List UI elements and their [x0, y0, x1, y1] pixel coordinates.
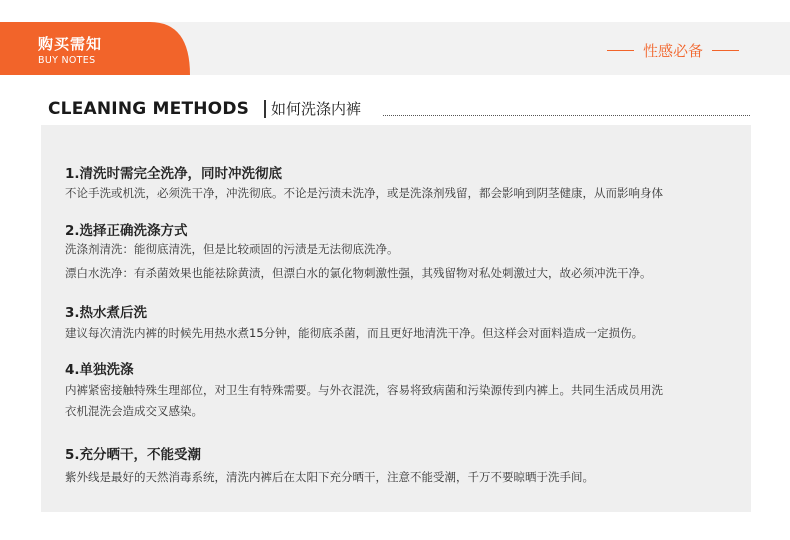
item-text-5-line-1: 紫外线是最好的天然消毒系统，清洗内裤后在太阳下充分晒干，注意不能受潮，千万不要晾晒于洗手间。: [65, 470, 594, 484]
section-title-cn: 如何洗涤内裤: [271, 100, 362, 118]
tab-title-en: BUY NOTES: [38, 55, 96, 66]
dotted-rule: [383, 115, 750, 116]
item-title-1: 1.清洗时需完全洗净，同时冲洗彻底: [65, 166, 283, 182]
tab-title-cn: 购买需知: [38, 35, 103, 53]
item-title-5: 5.充分晒干，不能受潮: [65, 447, 202, 463]
right-title-text: 性感必备: [642, 42, 703, 60]
title-line-right: [712, 50, 739, 51]
section-separator: [264, 100, 266, 118]
item-title-3: 3.热水煮后洗: [65, 305, 148, 321]
item-text-3-line-1: 建议每次清洗内裤的时候先用热水煮15分钟，能彻底杀菌，而且更好地清洗干净。但这样会对面料造成一定损伤。: [65, 326, 644, 340]
item-text-4-line-1: 内裤紧密接触特殊生理部位，对卫生有特殊需要。与外衣混洗，容易将致病菌和污染源传到内裤上。共同生活成员用洗: [65, 383, 663, 397]
content-panel: [41, 125, 751, 512]
item-title-4: 4.单独洗涤: [65, 362, 134, 378]
right-title: [598, 40, 748, 61]
section-title-en: CLEANING METHODS: [48, 99, 250, 119]
buy-notes-tab: [0, 22, 190, 75]
item-text-4-line-2: 衣机混洗会造成交叉感染。: [65, 404, 203, 418]
item-text-1-line-1: 不论手洗或机洗，必须洗干净，冲洗彻底。不论是污渍未洗净，或是洗涤剂残留，都会影响到阴茎健康，从而影响身体: [65, 186, 663, 200]
item-text-2-line-1: 洗涤剂清洗：能彻底清洗，但是比较顽固的污渍是无法彻底洗净。: [65, 242, 399, 256]
section-heading: [48, 95, 750, 125]
title-line-left: [607, 50, 634, 51]
item-text-2-line-2: 漂白水洗净：有杀菌效果也能祛除黄渍，但漂白水的氯化物刺激性强，其残留物对私处刺激过大，故必须冲洗干净。: [65, 266, 652, 280]
item-title-2: 2.选择正确洗涤方式: [65, 223, 188, 239]
